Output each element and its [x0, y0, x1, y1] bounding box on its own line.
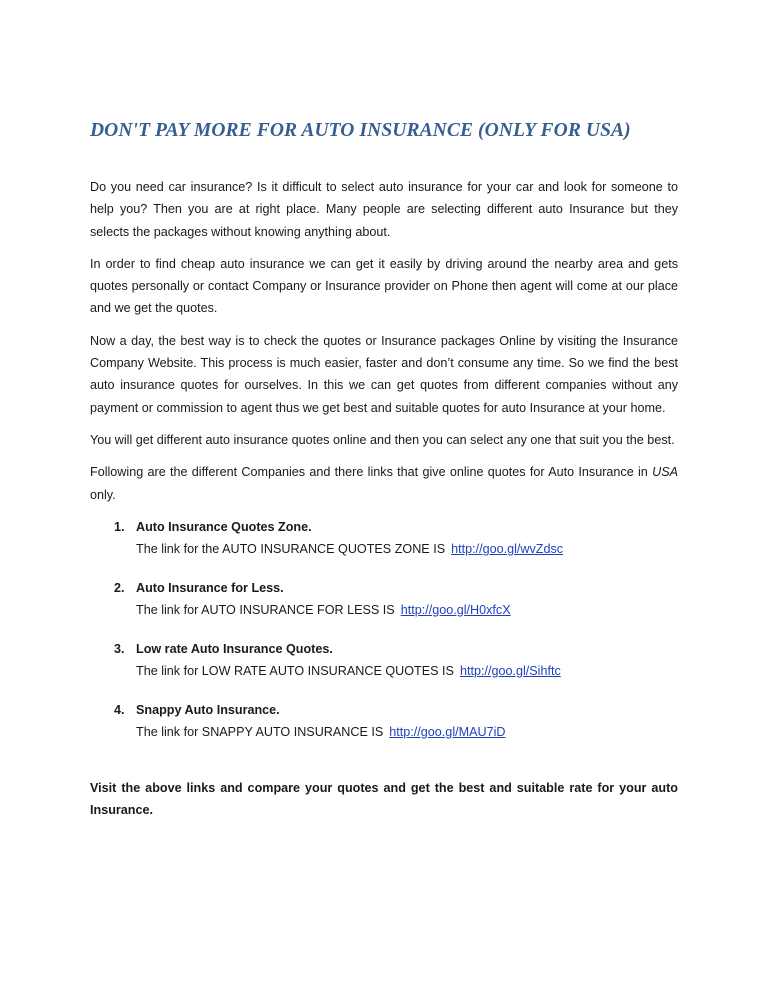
list-item: [90, 699, 678, 743]
paragraph-4: You will get different auto insurance quotes online and then you can select any one that suit you the best.: [90, 432, 675, 447]
link-label: The link for LOW RATE AUTO INSURANCE QUOTES IS: [136, 663, 454, 678]
page-title: DON'T PAY MORE FOR AUTO INSURANCE (ONLY FOR USA): [90, 120, 631, 141]
intro-emphasis: USA: [652, 465, 678, 480]
company-name: Low rate Auto Insurance Quotes.: [136, 641, 333, 656]
list-number: 3.: [114, 641, 125, 656]
paragraph-2: In order to find cheap auto insurance we can get it easily by driving around the nearby area and gets quotes personally or contact Company or Insurance provider on Phone then agent will come at our place and we get the quotes.: [90, 256, 678, 316]
company-link[interactable]: http://goo.gl/H0xfcX: [400, 602, 511, 617]
list-item: [90, 638, 678, 682]
list-number: 2.: [114, 580, 125, 595]
intro-paragraph: [90, 461, 678, 506]
list-item: [90, 577, 678, 621]
paragraph-1: Do you need car insurance? Is it difficult to select auto insurance for your car and look for someone to help you? Then you are at right place. Many people are selecting different auto Insurance but they selects the packages without knowing anything about.: [90, 180, 678, 239]
intro-text-after: only.: [90, 487, 116, 502]
company-link[interactable]: http://goo.gl/wvZdsc: [451, 541, 564, 556]
company-name: Auto Insurance Quotes Zone.: [136, 519, 312, 534]
intro-text-before: Following are the different Companies and there links that give online quotes for Auto Insurance in: [90, 465, 653, 480]
company-name: Auto Insurance for Less.: [136, 580, 284, 595]
list-number: 4.: [114, 702, 125, 717]
list-item: [90, 516, 678, 560]
article-body: [90, 176, 678, 760]
link-line: [136, 660, 678, 682]
link-line: [136, 721, 678, 743]
link-label: The link for SNAPPY AUTO INSURANCE IS: [136, 724, 384, 739]
company-link[interactable]: http://goo.gl/Sihftc: [459, 663, 561, 678]
company-name: Snappy Auto Insurance.: [136, 702, 280, 717]
link-line: [136, 538, 678, 560]
company-link[interactable]: http://goo.gl/MAU7iD: [389, 724, 506, 739]
list-number: 1.: [114, 519, 125, 534]
link-label: The link for the AUTO INSURANCE QUOTES ZONE IS: [136, 541, 446, 556]
link-line: [136, 599, 678, 621]
closing-paragraph: Visit the above links and compare your quotes and get the best and suitable rate for your auto Insurance.: [90, 781, 678, 818]
paragraph-3: Now a day, the best way is to check the quotes or Insurance packages Online by visiting the Insurance Company Website. This process is much easier, faster and don’t consume any time. So we find the best auto insurance quotes for ourselves. In this we can get quotes from different companies without any payment or commission to agent thus we get best and suitable quotes for auto Insurance at your home.: [90, 333, 678, 415]
link-label: The link for AUTO INSURANCE FOR LESS IS: [136, 602, 395, 617]
company-list: [90, 516, 678, 743]
